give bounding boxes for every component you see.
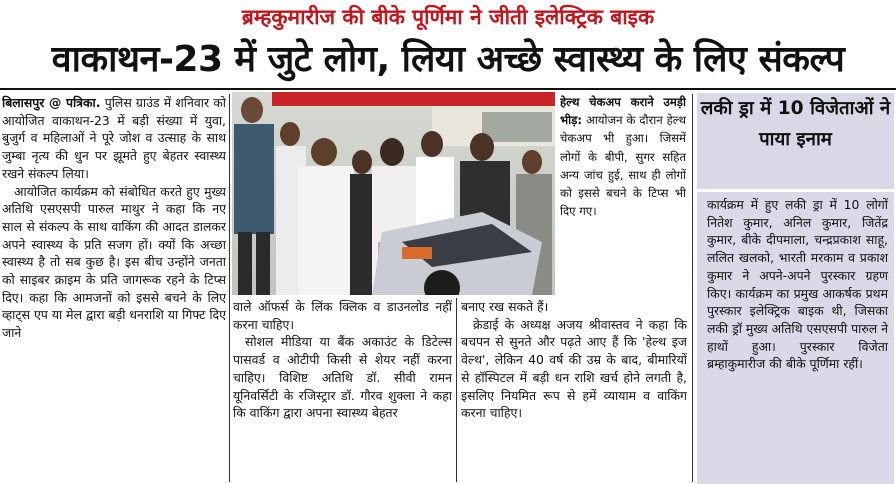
kicker-headline: ब्रम्हकुमारीज की बीके पूर्णिमा ने जीती इलेक्ट्रिक बाइक xyxy=(241,5,655,29)
lead-text: पुलिस ग्राउंड में शनिवार को आयोजित वाकाथन-23 में बड़ी संख्या में युवा, बुजुर्ग व महिलाओं ने पूरे जोश व उत्साह के साथ जुम्बा नृत्य की धुन पर झूमते हुए बेहतर स्वास्थ्य रखने संकल्प लिया। xyxy=(2,95,226,181)
article-lead-paragraph xyxy=(2,94,226,183)
sidebar-title: लकी ड्रा में 10 विजेताओं ने पाया इनाम xyxy=(697,93,894,189)
article-column-3 xyxy=(461,298,687,484)
event-photo xyxy=(232,92,555,295)
dateline: बिलासपुर @ पत्रिका. xyxy=(2,95,101,110)
article-column-2 xyxy=(233,298,452,484)
article-paragraph: क्रेडाई के अध्यक्ष अजय श्रीवास्तव ने कहा कि बचपन से सुनते और पढ़ते आए हैं कि 'हेल्थ इज वेल्थ', लेकिन 40 वर्ष की उम्र के बाद, बीमारियों से हॉस्पिटल में बड़ी धन राशि खर्च होने लगती है, इसलिए नियमित रूप से हमें व्यायाम व वाकिंग करना चाहिए। xyxy=(461,316,687,421)
column-divider xyxy=(229,94,230,482)
article-paragraph: बनाए रख सकते हैं। xyxy=(461,299,549,314)
photo-caption-lead: हेल्थ चेकअप कराने उमड़ी भीड़: xyxy=(560,95,686,128)
headline-rule xyxy=(0,88,896,90)
article-paragraph: वाले ऑफर्स के लिंक क्लिक व डाउनलोड नहीं करना चाहिए। xyxy=(233,299,452,332)
column-divider xyxy=(456,298,457,482)
article-paragraph: आयोजित कार्यक्रम को संबोधित करते हुए मुख्य अतिथि एसएसपी पारुल माथुर ने कहा कि नए साल से संकल्प के साथ वाकिंग की आदत डालकर अपने स्वास्थ्य के प्रति सजग हों। क्यों कि अच्छा स्वास्थ्य है तो सब कुछ है। इस बीच उन्होंने जनता को साइबर क्राइम के प्रति जागरूक रहने के टिप्स दिए। कहा कि आमजनों को इससे बचने के लिए व्हाट्स एप या मेल द्वारा बड़ी धनराशि या गिफ्ट दिए जाने xyxy=(2,183,226,341)
photo-caption xyxy=(560,93,686,279)
sidebar-body: कार्यक्रम में हुए लकी ड्रा में 10 लोगों नितेश कुमार, अनिल कुमार, जितेंद्र कुमार, बीके दीपमाला, चन्द्रप्रकाश साहू, ललित खलको, भारती मरकाम व प्रकाश कुमार ने अपने-अपने पुरस्कार ग्रहण किए। कार्यक्रम का प्रमुख आकर्षक प्रथम पुरस्कार इलेक्ट्रिक बाइक थी, जिसका लकी ड्रॉ मुख्य अतिथि एसएसपी पारुल ने हाथों हुआ। पुरस्कार विजेता ब्रम्हाकुमारीज की बीके पूर्णिमा रहीं। xyxy=(697,192,894,484)
photo-caption-text: आयोजन के दौरान हेल्थ चेकअप भी हुआ। जिसमें लोगों के बीपी, सुगर सहित अन्य जांच हुई, साथ ही लोगों को इससे बचने के टिप्स भी दिए गए। xyxy=(560,113,686,219)
article-column-1 xyxy=(2,94,226,484)
sidebar-divider xyxy=(692,94,693,482)
main-headline: वाकाथन-23 में जुटे लोग, लिया अच्छे स्वास्थ्य के लिए संकल्प xyxy=(51,39,845,80)
article-paragraph: सोशल मीडिया या बैंक अकाउंट के डिटेल्स पासवर्ड व ओटीपी किसी से शेयर नहीं करना चाहिए। विशिष्ट अतिथि डॉ. सीवी रामन यूनिवर्सिटी के रजिस्ट्रार डॉ. गौरव शुक्ला ने कहा कि वाकिंग द्वारा अपना स्वास्थ्य बेहतर xyxy=(233,334,452,421)
